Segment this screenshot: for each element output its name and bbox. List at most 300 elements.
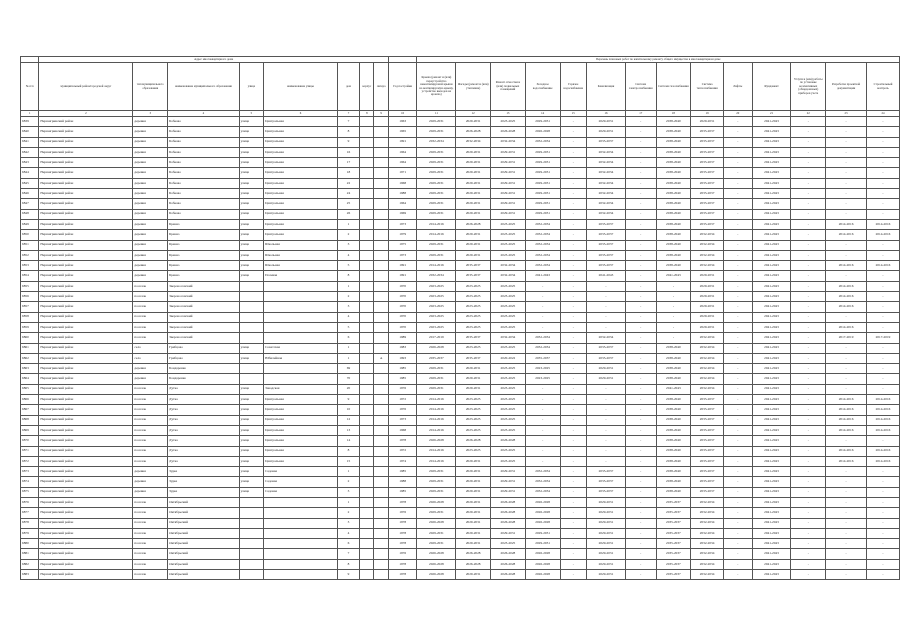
table-row <box>21 199 900 209</box>
table-cell: - <box>625 230 656 240</box>
table-cell: 2035-2037 <box>587 219 626 229</box>
table-cell: улица <box>239 425 264 435</box>
table-cell: 2032-2034 <box>525 137 560 147</box>
table-cell: 1979 <box>388 230 417 240</box>
table-cell: - <box>791 549 826 559</box>
table-cell: - <box>625 189 656 199</box>
table-cell: - <box>560 333 587 343</box>
table-cell: 2035-2037 <box>656 518 691 528</box>
table-cell: Звероносовский <box>168 312 240 322</box>
table-cell: Нерюнгринский район <box>39 374 133 384</box>
table-cell: 2041-2043 <box>752 559 791 569</box>
table-cell: - <box>560 281 587 291</box>
table-cell: - <box>560 374 587 384</box>
table-cell: - <box>866 158 899 168</box>
table-cell: 6852 <box>21 250 39 260</box>
table-cell: 6853 <box>21 261 39 271</box>
table-body <box>21 117 900 580</box>
table-cell: 2029-2031 <box>456 178 491 188</box>
column-number: 2 <box>39 111 133 117</box>
table-row <box>21 209 900 219</box>
table-cell: 2023-2025 <box>525 374 560 384</box>
table-cell: 6880 <box>21 539 39 549</box>
table-cell: Нерюнгринский район <box>39 117 133 127</box>
table-cell: 2029-2031 <box>525 199 560 209</box>
table-cell: - <box>625 250 656 260</box>
table-cell: 2014-2016 <box>826 415 867 425</box>
table-cell: Бондаренко <box>168 364 240 374</box>
table-cell: 2032-2034 <box>587 158 626 168</box>
column-number: 21 <box>752 111 791 117</box>
table-cell: - <box>560 302 587 312</box>
table-cell: деревня <box>133 230 168 240</box>
table-cell: поселок <box>133 322 168 332</box>
table-cell: - <box>826 137 867 147</box>
table-cell: 2023-2025 <box>491 302 526 312</box>
table-cell: 2014-2016 <box>417 395 456 405</box>
table-cell: 2029-2031 <box>456 230 491 240</box>
table-cell: 2041-2043 <box>752 384 791 394</box>
table-cell: 2041-2043 <box>752 456 791 466</box>
table-cell: Нерюнгринский район <box>39 271 133 281</box>
table-cell: 2041-2043 <box>752 539 791 549</box>
table-cell: Центральная <box>264 117 338 127</box>
table-row <box>21 497 900 507</box>
table-cell <box>239 559 264 569</box>
table-cell: 2026-2028 <box>491 436 526 446</box>
table-cell: - <box>525 302 560 312</box>
table-cell: улица <box>239 477 264 487</box>
table-cell <box>360 333 374 343</box>
table-cell: 2038-2040 <box>656 405 691 415</box>
table-cell: - <box>791 199 826 209</box>
table-cell: - <box>723 219 752 229</box>
table-cell: 2032-2034 <box>691 549 724 559</box>
table-cell: 2014-2016 <box>826 405 867 415</box>
table-cell: - <box>625 384 656 394</box>
group-header-works: Перечень плановых работ по капитальному ремонту общего имущества в многоквартирном доме <box>417 57 900 63</box>
table-row <box>21 137 900 147</box>
table-cell: - <box>560 436 587 446</box>
table-cell: Центральная <box>264 209 338 219</box>
table-cell: - <box>525 446 560 456</box>
table-cell: 6851 <box>21 240 39 250</box>
column-header: Канализация <box>587 63 626 111</box>
column-header: Год постройки <box>388 63 417 111</box>
column-header: тип муниципального образования <box>133 63 168 111</box>
table-cell: - <box>625 343 656 353</box>
column-header: Горячее водоснабжение <box>560 63 587 111</box>
column-header: Ремонт отмостки и (или) подвальных помещений <box>491 63 526 111</box>
table-cell <box>239 292 264 302</box>
table-cell: - <box>866 199 899 209</box>
table-row <box>21 189 900 199</box>
table-cell: Октябрьский <box>168 539 240 549</box>
table-cell: 2032-2034 <box>525 261 560 271</box>
table-cell: 3 <box>337 487 359 497</box>
table-cell: 2026-2028 <box>491 559 526 569</box>
table-row <box>21 261 900 271</box>
table-row <box>21 467 900 477</box>
column-header: наименование муниципального образования <box>168 63 240 111</box>
table-cell: 8 <box>337 559 359 569</box>
table-cell: - <box>866 271 899 281</box>
table-cell: Центральная <box>264 230 338 240</box>
table-cell: - <box>560 178 587 188</box>
table-cell: деревня <box>133 477 168 487</box>
table-cell: 2035-2037 <box>691 199 724 209</box>
table-cell: Нерюнгринский район <box>39 209 133 219</box>
table-cell: Центральная <box>264 405 338 415</box>
table-row <box>21 219 900 229</box>
table-cell: 2029-2031 <box>456 209 491 219</box>
table-cell: 2026-2028 <box>417 559 456 569</box>
table-cell: 2026-2028 <box>525 570 560 580</box>
table-cell: Дутка <box>168 384 240 394</box>
table-cell: 17 <box>337 158 359 168</box>
table-cell: 2035-2037 <box>691 425 724 435</box>
table-cell <box>360 518 374 528</box>
table-cell: - <box>723 117 752 127</box>
table-cell <box>360 168 374 178</box>
table-cell: 1970 <box>388 281 417 291</box>
table-cell: - <box>826 364 867 374</box>
table-cell: - <box>826 147 867 157</box>
table-cell: 4 <box>337 250 359 260</box>
table-row <box>21 436 900 446</box>
table-cell: Нерюнгринский район <box>39 446 133 456</box>
table-cell: Нерюнгринский район <box>39 395 133 405</box>
table-cell: 2041-2043 <box>752 497 791 507</box>
table-row <box>21 127 900 137</box>
column-header: муниципальный район/городской округ <box>39 63 133 111</box>
table-cell: 2026-2028 <box>525 508 560 518</box>
table-cell: 2038-2040 <box>656 425 691 435</box>
table-cell: 2032-2034 <box>691 384 724 394</box>
table-cell: 6855 <box>21 281 39 291</box>
table-cell: Нерюнгринский район <box>39 137 133 147</box>
table-cell: 2038-2040 <box>656 117 691 127</box>
table-cell: - <box>826 250 867 260</box>
table-cell: 2029-2031 <box>587 127 626 137</box>
table-cell: 2029-2031 <box>491 487 526 497</box>
table-cell: 2014-2016 <box>417 415 456 425</box>
table-cell: - <box>826 539 867 549</box>
table-cell: 9 <box>337 395 359 405</box>
table-cell: улица <box>239 137 264 147</box>
table-cell <box>360 343 374 353</box>
table-cell <box>374 415 388 425</box>
table-cell: 2041-2043 <box>752 168 791 178</box>
table-cell: 2029-2031 <box>456 364 491 374</box>
table-cell: Бобково <box>168 117 240 127</box>
table-cell: - <box>723 261 752 271</box>
table-cell: 2035-2037 <box>691 446 724 456</box>
table-cell: поселок <box>133 302 168 312</box>
table-cell: Бревно <box>168 219 240 229</box>
column-header: № п/п <box>21 63 39 111</box>
table-cell: 2032-2034 <box>691 343 724 353</box>
table-cell: - <box>587 415 626 425</box>
table-cell: 2014-2016 <box>866 405 899 415</box>
table-cell: - <box>866 281 899 291</box>
table-cell: - <box>625 117 656 127</box>
table-cell: 2032-2034 <box>417 271 456 281</box>
table-cell: 1985 <box>388 467 417 477</box>
table-cell: Центральная <box>264 168 338 178</box>
table-cell: Центральная <box>264 178 338 188</box>
table-cell: 14 <box>337 436 359 446</box>
table-cell: - <box>866 374 899 384</box>
table-cell: Нерюнгринский район <box>39 456 133 466</box>
table-cell: Зудка <box>168 477 240 487</box>
table-cell: 16 <box>337 147 359 157</box>
table-cell: деревня <box>133 117 168 127</box>
table-cell: - <box>723 312 752 322</box>
table-cell: 2014-2016 <box>826 219 867 229</box>
table-cell: 2026-2028 <box>491 570 526 580</box>
table-cell: 6875 <box>21 487 39 497</box>
table-cell: 6877 <box>21 508 39 518</box>
table-cell: Бобково <box>168 189 240 199</box>
table-cell: - <box>791 425 826 435</box>
table-cell: - <box>587 292 626 302</box>
table-cell: Нерюнгринский район <box>39 528 133 538</box>
table-cell: - <box>560 415 587 425</box>
table-cell: 2035-2037 <box>691 189 724 199</box>
table-cell: Бобково <box>168 137 240 147</box>
table-cell: деревня <box>133 261 168 271</box>
table-cell: 6878 <box>21 518 39 528</box>
table-cell: улица <box>239 261 264 271</box>
table-cell: 2014-2016 <box>866 446 899 456</box>
table-cell: 1985 <box>388 364 417 374</box>
table-cell: - <box>525 415 560 425</box>
table-cell: Октябрьский <box>168 528 240 538</box>
table-cell: Центральная <box>264 446 338 456</box>
table-cell: - <box>723 292 752 302</box>
table-cell: 2041-2043 <box>752 250 791 260</box>
table-cell <box>264 312 338 322</box>
table-cell: 6873 <box>21 467 39 477</box>
table-cell: 1975 <box>388 240 417 250</box>
table-cell: 26 <box>337 209 359 219</box>
table-cell: 2035-2037 <box>587 240 626 250</box>
table-cell: 1 <box>337 219 359 229</box>
table-cell: 7 <box>337 117 359 127</box>
table-cell: 2035-2037 <box>656 549 691 559</box>
table-cell: - <box>866 436 899 446</box>
table-cell: 2029-2031 <box>691 117 724 127</box>
table-cell: деревня <box>133 271 168 281</box>
column-number: 22 <box>791 111 826 117</box>
table-cell <box>360 425 374 435</box>
table-cell <box>360 456 374 466</box>
table-cell: 2023-2025 <box>491 312 526 322</box>
table-cell: - <box>866 539 899 549</box>
table-cell: - <box>791 384 826 394</box>
table-cell: - <box>826 374 867 384</box>
table-cell: - <box>723 518 752 528</box>
table-cell: Центральная <box>264 147 338 157</box>
table-cell: 6854 <box>21 271 39 281</box>
table-cell: 2029-2031 <box>587 374 626 384</box>
table-cell: 2017-2019 <box>417 333 456 343</box>
table-cell: 2029-2031 <box>417 539 456 549</box>
table-cell: - <box>625 240 656 250</box>
table-cell <box>360 436 374 446</box>
table-cell <box>374 250 388 260</box>
table-cell: 2041-2043 <box>752 178 791 188</box>
table-cell: улица <box>239 250 264 260</box>
table-cell: 2032-2034 <box>691 240 724 250</box>
table-cell: Грибцово <box>168 353 240 363</box>
table-cell: 2038-2040 <box>656 178 691 188</box>
table-cell: 2035-2037 <box>691 467 724 477</box>
table-cell: 2032-2034 <box>691 508 724 518</box>
table-cell: - <box>625 281 656 291</box>
table-cell: поселок <box>133 425 168 435</box>
table-cell: 2032-2034 <box>587 199 626 209</box>
table-cell <box>264 570 338 580</box>
table-cell: Звероносовский <box>168 292 240 302</box>
table-cell: - <box>560 261 587 271</box>
table-cell: 2035-2037 <box>691 168 724 178</box>
table-cell <box>239 528 264 538</box>
table-cell: - <box>723 240 752 250</box>
group-header-address: Адрес многоквартирного дома <box>39 57 388 63</box>
table-cell <box>360 137 374 147</box>
table-cell: 2041-2043 <box>752 374 791 384</box>
table-cell <box>360 312 374 322</box>
table-cell: - <box>560 549 587 559</box>
column-number: 14 <box>525 111 560 117</box>
table-cell: 1969 <box>388 209 417 219</box>
table-cell: 6867 <box>21 405 39 415</box>
table-cell: 1970 <box>388 292 417 302</box>
table-cell: 2032-2034 <box>456 137 491 147</box>
table-cell: - <box>866 364 899 374</box>
table-cell: Нерюнгринский район <box>39 250 133 260</box>
table-cell: 2026-2028 <box>525 497 560 507</box>
table-cell <box>374 240 388 250</box>
table-cell: - <box>866 559 899 569</box>
table-cell: - <box>723 508 752 518</box>
table-cell: - <box>560 508 587 518</box>
table-cell: - <box>560 559 587 569</box>
table-cell: 2023-2025 <box>491 364 526 374</box>
table-cell: 2023-2025 <box>491 240 526 250</box>
table-cell: Октябрьский <box>168 570 240 580</box>
table-cell: поселок <box>133 549 168 559</box>
table-cell: 2035-2037 <box>456 271 491 281</box>
table-cell <box>239 333 264 343</box>
table-cell <box>264 302 338 312</box>
table-cell: 2041-2043 <box>752 570 791 580</box>
table-cell: - <box>723 333 752 343</box>
table-cell: 1974 <box>388 456 417 466</box>
table-cell: 2035-2037 <box>691 209 724 219</box>
table-cell: 6872 <box>21 456 39 466</box>
table-cell: поселок <box>133 518 168 528</box>
column-number: 4 <box>168 111 240 117</box>
table-cell: 6841 <box>21 137 39 147</box>
table-cell: 2041-2043 <box>752 219 791 229</box>
table-cell: - <box>560 518 587 528</box>
table-cell: 1978 <box>388 497 417 507</box>
table-cell: 2035-2037 <box>656 559 691 569</box>
table-cell: Нерюнгринский район <box>39 189 133 199</box>
table-cell: 2032-2034 <box>417 137 456 147</box>
table-row <box>21 405 900 415</box>
table-cell: - <box>866 178 899 188</box>
table-cell: - <box>525 425 560 435</box>
table-cell: 13 <box>337 425 359 435</box>
table-cell <box>360 446 374 456</box>
table-cell: 2029-2031 <box>587 518 626 528</box>
table-cell: 2026-2028 <box>417 343 456 353</box>
column-header: дом <box>337 63 359 111</box>
table-cell: 2038-2040 <box>656 137 691 147</box>
table-cell: - <box>560 425 587 435</box>
table-cell: 2014-2016 <box>866 456 899 466</box>
table-cell: - <box>791 147 826 157</box>
table-cell: Дутка <box>168 415 240 425</box>
table-cell: 2029-2031 <box>491 209 526 219</box>
table-cell: Советская <box>264 343 338 353</box>
table-cell: Центральная <box>264 219 338 229</box>
table-cell: 2029-2031 <box>456 456 491 466</box>
table-cell: 25 <box>337 199 359 209</box>
table-cell: 2 <box>337 508 359 518</box>
table-cell: 2035-2037 <box>656 497 691 507</box>
table-cell: 6865 <box>21 384 39 394</box>
table-cell <box>264 322 338 332</box>
table-cell <box>374 219 388 229</box>
table-cell: - <box>791 117 826 127</box>
table-cell: Звероносовский <box>168 281 240 291</box>
column-number: 17 <box>625 111 656 117</box>
table-cell: 1973 <box>388 250 417 260</box>
table-cell: - <box>560 456 587 466</box>
table-cell: - <box>560 230 587 240</box>
table-cell: - <box>723 467 752 477</box>
table-cell: 2041-2043 <box>752 199 791 209</box>
table-cell: 2041-2043 <box>752 446 791 456</box>
table-cell: Нерюнгринский район <box>39 487 133 497</box>
table-cell: - <box>560 384 587 394</box>
table-cell: - <box>560 292 587 302</box>
table-cell: - <box>560 405 587 415</box>
table-cell: 2032-2034 <box>587 189 626 199</box>
table-cell: улица <box>239 158 264 168</box>
table-cell: 2032-2034 <box>691 559 724 569</box>
table-cell: Бобково <box>168 209 240 219</box>
table-cell: - <box>791 477 826 487</box>
table-cell: 2032-2034 <box>587 168 626 178</box>
table-cell <box>239 281 264 291</box>
table-cell <box>239 549 264 559</box>
table-cell: - <box>866 353 899 363</box>
table-cell: Дутка <box>168 436 240 446</box>
table-cell: - <box>625 508 656 518</box>
table-row <box>21 292 900 302</box>
table-cell <box>374 199 388 209</box>
table-cell: - <box>723 147 752 157</box>
table-cell: 1976 <box>388 508 417 518</box>
table-cell <box>374 261 388 271</box>
table-cell <box>360 528 374 538</box>
